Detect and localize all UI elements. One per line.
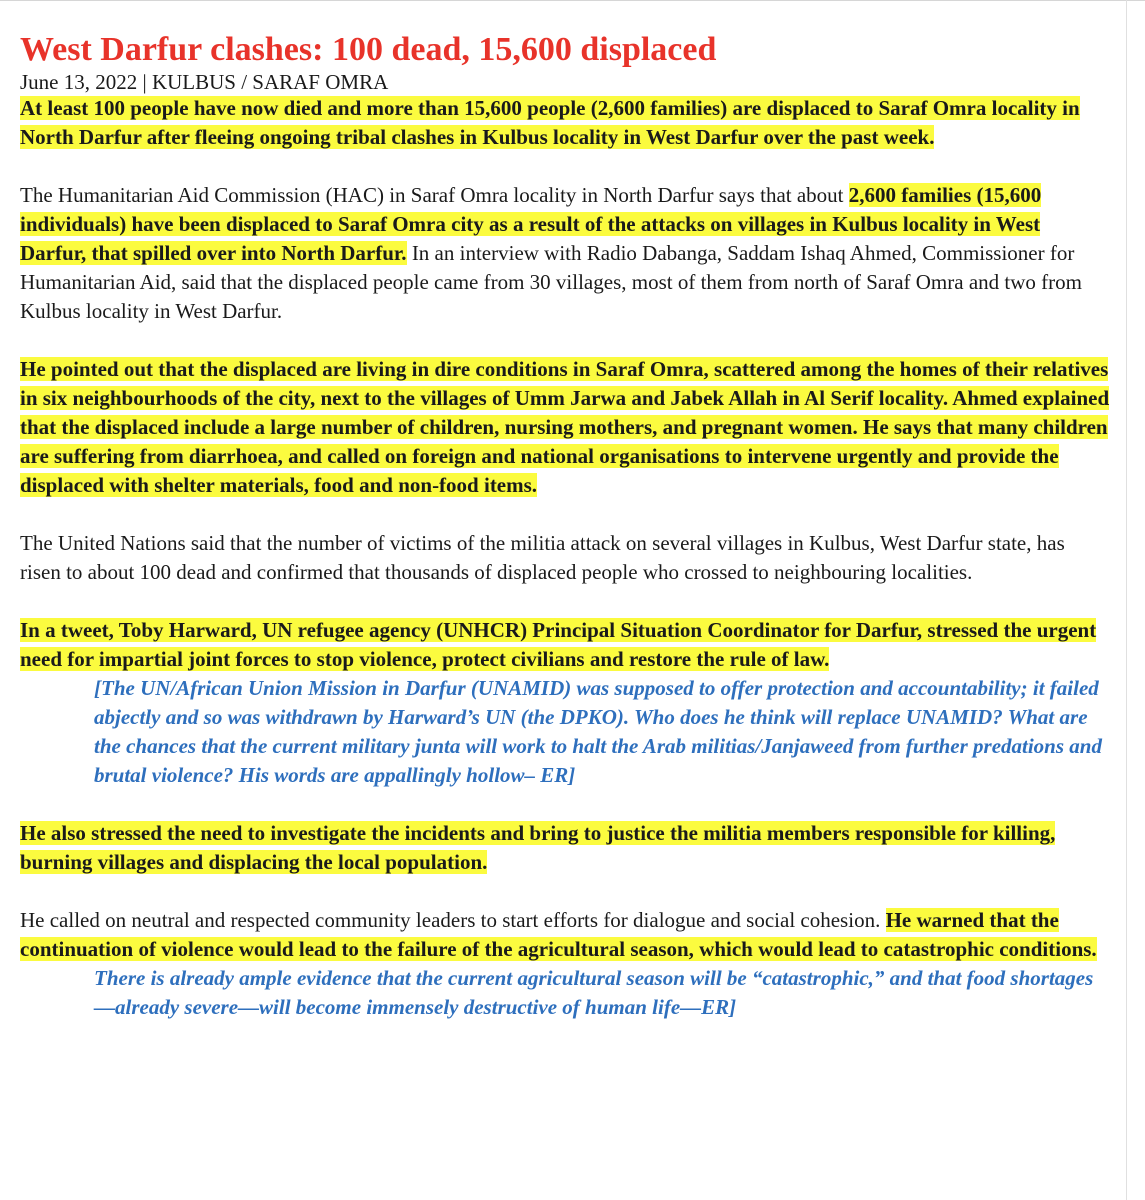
plain-text: He called on neutral and respected community leaders to start efforts for dialogue and social cohesion. (20, 908, 886, 932)
plain-text: The United Nations said that the number of victims of the militia attack on several villages in Kulbus, West Darfur state, has risen to about 100 dead and confirmed that thousands of displaced people who crossed to neighbouring localities. (20, 531, 1065, 584)
article (20, 30, 1110, 1051)
page-top-border (0, 0, 1145, 1)
highlighted-text: He pointed out that the displaced are living in dire conditions in Saraf Omra, scattered among the homes of their relatives in six neighbourhoods of the city, next to the villages of Umm Jarwa and Jabek Allah in Al Serif locality. Ahmed explained that the displaced include a large number of children, nursing mothers, and pregnant women. He says that many children are suffering from diarrhoea, and called on foreign and national organisations to intervene urgently and provide the displaced with shelter materials, food and non-food items. (20, 357, 1110, 497)
paragraph-conditions (20, 355, 1110, 500)
plain-text: The Humanitarian Aid Commission (HAC) in Saraf Omra locality in North Darfur says that about (20, 183, 849, 207)
editor-comment: [The UN/African Union Mission in Darfur (UNAMID) was supposed to offer protection and accountability; it failed abjectly and so was withdrawn by Harward’s UN (the DPKO). Who does he think will replace UNAMID? What are the chances that the current military junta will work to halt the Arab militias/Janjaweed from further predations and brutal violence? His words are appallingly hollow– ER] (94, 676, 1102, 787)
paragraph-dialogue (20, 906, 1110, 964)
highlighted-text: 2,600 families (15,600 individuals) have been displaced to Saraf Omra city as a result of the attacks on villages in Kulbus locality in West Darfur, that spilled over into North Darfur. (20, 183, 1042, 265)
paragraph-un (20, 529, 1110, 587)
paragraph-tweet (20, 616, 1110, 674)
paragraph-hac (20, 181, 1110, 326)
editor-comment-final: There is already ample evidence that the current agricultural season will be “catastrophic,” and that food shortages—already severe—will become immensely destructive of human life—ER] (94, 966, 1094, 1019)
highlighted-text: He also stressed the need to investigate the incidents and bring to justice the militia members responsible for killing, burning villages and displacing the local population. (20, 821, 1056, 874)
page-right-border (1126, 0, 1127, 1200)
plain-text: In an interview with Radio Dabanga, Saddam Ishaq Ahmed, Commissioner for Humanitarian Aid, said that the displaced people came from 30 villages, most of them from north of Saraf Omra and two from Kulbus locality in West Darfur. (20, 241, 1082, 323)
paragraph-justice (20, 819, 1110, 877)
lead-paragraph (20, 94, 1110, 152)
highlighted-text: In a tweet, Toby Harward, UN refugee agency (UNHCR) Principal Situation Coordinator for Darfur, stressed the urgent need for impartial joint forces to stop violence, protect civilians and restore the rule of law. (20, 618, 1097, 671)
headline: West Darfur clashes: 100 dead, 15,600 displaced (20, 31, 717, 68)
byline: June 13, 2022 | KULBUS / SARAF OMRA (20, 70, 389, 94)
highlighted-text: He warned that the continuation of violence would lead to the failure of the agricultural season, which would lead to catastrophic conditions. (20, 908, 1097, 961)
highlighted-text: At least 100 people have now died and more than 15,600 people (2,600 families) are displaced to Saraf Omra locality in North Darfur after fleeing ongoing tribal clashes in Kulbus locality in West Darfur over the past week. (20, 96, 1080, 149)
